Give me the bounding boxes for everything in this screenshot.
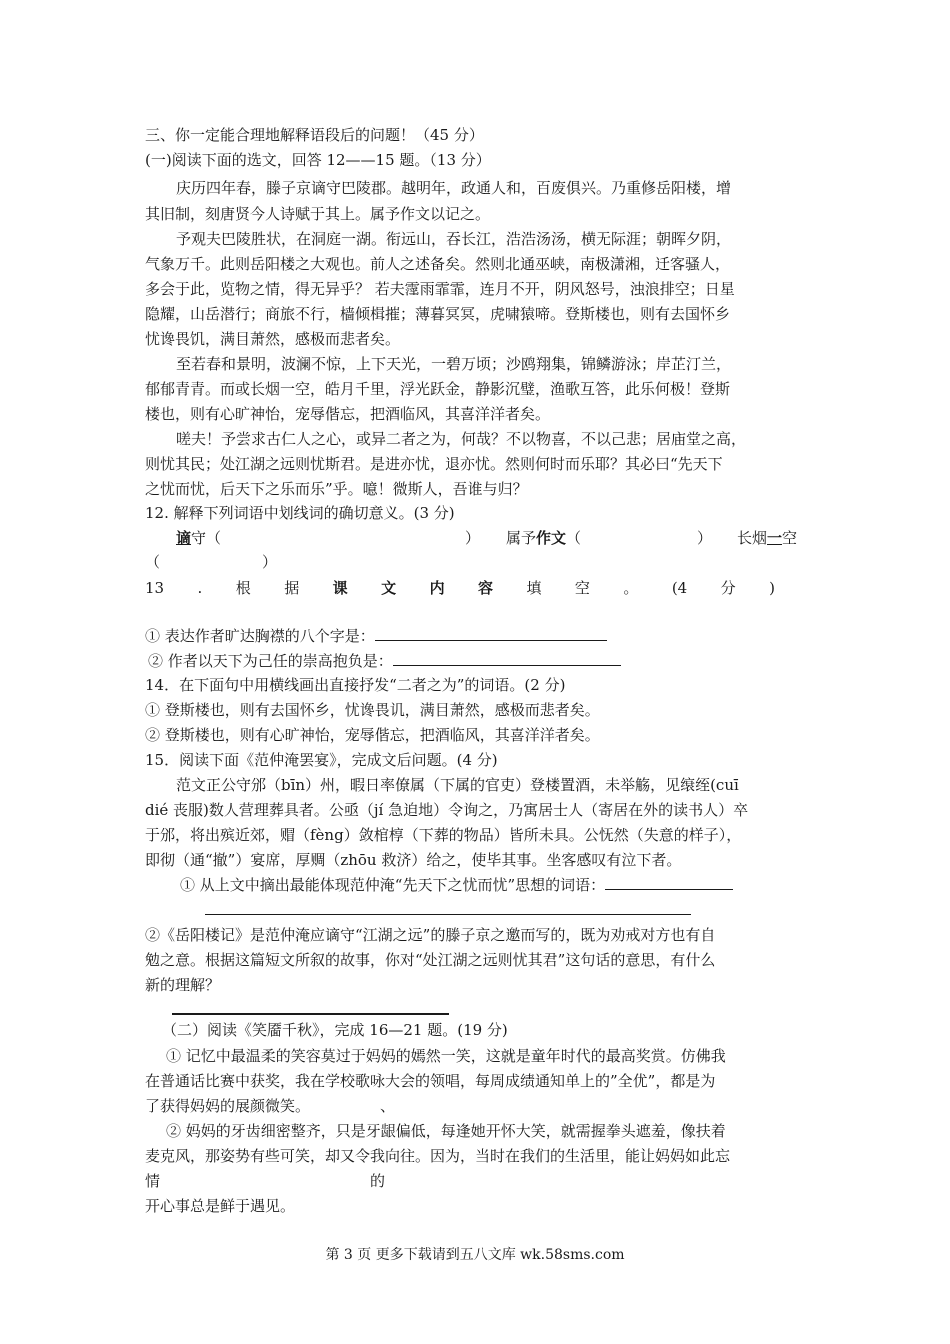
passage-line: 之忧而忧，后天下之乐而乐”乎。噫！微斯人，吾谁与归？ <box>145 480 528 498</box>
part2-para2-line: 开心事总是鲜于遇见。 <box>145 1197 296 1215</box>
q12-word2: 属予作文（ <box>506 529 582 547</box>
part2-stray-mark: 、 <box>380 1097 396 1115</box>
part2-para2-fragment: 情 <box>145 1172 161 1190</box>
answer-line[interactable] <box>172 1013 449 1015</box>
q14-item1: ① 登斯楼也，则有去国怀乡，忧谗畏讥，满目萧然，感极而悲者矣。 <box>145 701 600 719</box>
q14-stem: 14．在下面句中用横线画出直接抒发“二者之为”的词语。(2 分) <box>145 676 566 694</box>
q15-passage-line: 于邠，将出殡近郊，赗（fèng）敛棺椁（下葬的物品）皆所未具。公怃然（失意的样子）， <box>145 826 742 844</box>
q15-passage-line: 范文正公守邠（bīn）州，暇日率僚属（下属的官吏）登楼置酒，未举觞，见缞绖(cuī <box>176 776 739 794</box>
q14-item2: ② 登斯楼也，则有心旷神怡，宠辱偕忘，把酒临风，其喜洋洋者矣。 <box>145 726 600 744</box>
part1-heading: (一)阅读下面的选文，回答 12——15 题。（13 分） <box>145 151 491 169</box>
passage-line: 其旧制，刻唐贤今人诗赋于其上。属予作文以记之。 <box>145 205 491 223</box>
part2-heading: （二）阅读《笑靥千秋》，完成 16—21 题。(19 分) <box>162 1021 508 1039</box>
passage-line: 至若春和景明，波澜不惊，上下天光，一碧万顷；沙鸥翔集，锦鳞游泳；岸芷汀兰， <box>176 355 732 373</box>
part2-para2-line: 麦克风，那姿势有些可笑，却又令我向往。因为，当时在我们的生活里，能让妈妈如此忘 <box>145 1147 731 1165</box>
passage-line: 嗟夫！予尝求古仁人之心，或异二者之为，何哉？不以物喜，不以己悲；居庙堂之高， <box>176 430 747 448</box>
passage-line: 隐耀，山岳潜行；商旅不行，樯倾楫摧；薄暮冥冥，虎啸猿啼。登斯楼也，则有去国怀乡 <box>145 305 731 323</box>
q15-sub2-line: 勉之意。根据这篇短文所叙的故事，你对“处江湖之远则忧其君”这句话的意思，有什么 <box>145 951 716 969</box>
answer-line[interactable] <box>205 914 691 915</box>
q12-word3: 长烟一空 <box>737 529 798 547</box>
answer-blank[interactable] <box>375 626 607 641</box>
passage-line: 予观夫巴陵胜状，在洞庭一湖。衔远山，吞长江，浩浩汤汤，横无际涯；朝晖夕阴， <box>176 230 732 248</box>
q12-word3-close: ） <box>262 553 278 571</box>
q12-word1: 谪守（ <box>176 529 222 547</box>
q12-stem: 12. 解释下列词语中划线词的确切意义。(3 分) <box>145 504 455 522</box>
passage-line: 忧谗畏饥，满目萧然，感极而悲者矣。 <box>145 330 401 348</box>
q15-passage-line: dié 丧服)数人营理葬具者。公亟（jí 急迫地）令询之，乃寓居士人（寄居在外的读书人）卒 <box>145 801 749 819</box>
passage-line: 气象万千。此则岳阳楼之大观也。前人之述备矣。然则北通巫峡，南极潇湘，迁客骚人， <box>145 255 731 273</box>
q12-word2-close: ） <box>697 529 713 547</box>
q13-item1: ① 表达作者旷达胸襟的八个字是： <box>145 626 815 646</box>
part2-para1-line: 了获得妈妈的展颜微笑。 <box>145 1097 311 1115</box>
q12-word1-close: ） <box>465 529 481 547</box>
part2-para2-line: ② 妈妈的牙齿细密整齐，只是牙龈偏低，每逢她开怀大笑，就需握拳头遮羞，像扶着 <box>166 1122 726 1140</box>
part2-para1-line: ① 记忆中最温柔的笑容莫过于妈妈的嫣然一笑，这就是童年时代的最高奖赏。仿佛我 <box>166 1047 726 1065</box>
q13-item2: ② 作者以天下为己任的崇高抱负是： <box>148 651 818 671</box>
q13-stem: 13 . 根 据 课 文 内 容 填 空 。 (4 分 ) <box>145 579 775 597</box>
passage-line: 郁郁青青。而或长烟一空，皓月千里，浮光跃金，静影沉璧，渔歌互答，此乐何极！登斯 <box>145 380 731 398</box>
section-title: 三、你一定能合理地解释语段后的问题！（45 分） <box>145 126 484 144</box>
answer-blank[interactable] <box>605 875 733 890</box>
part2-para1-line: 在普通话比赛中获奖，我在学校歌咏大会的领唱，每周成绩通知单上的”全优”，都是为 <box>145 1072 716 1090</box>
passage-line: 则忧其民；处江湖之远则忧斯君。是进亦忧，退亦忧。然则何时而乐耶？其必曰“先天下 <box>145 455 723 473</box>
q15-sub1: ① 从上文中摘出最能体现范仲淹“先天下之忧而忧”思想的词语： <box>180 875 820 895</box>
q15-stem: 15．阅读下面《范仲淹罢宴》，完成文后问题。(4 分) <box>145 751 498 769</box>
part2-para2-fragment: 的 <box>370 1172 386 1190</box>
answer-blank[interactable] <box>393 651 621 666</box>
q15-sub2-line: 新的理解？ <box>145 976 221 994</box>
passage-line: 楼也，则有心旷神怡，宠辱偕忘，把酒临风，其喜洋洋者矣。 <box>145 405 551 423</box>
page-footer: 第 3 页 更多下载请到五八文库 wk.58sms.com <box>325 1247 625 1263</box>
q12-word3-open: （ <box>145 553 161 571</box>
q15-sub2-line: ②《岳阳楼记》是范仲淹应谪守“江湖之远”的滕子京之邀而写的，既为劝戒对方也有自 <box>145 926 716 944</box>
q15-passage-line: 即彻（通“撤”）宴席，厚赒（zhōu 救济）给之，使毕其事。坐客感叹有泣下者。 <box>145 851 682 869</box>
passage-line: 多会于此，览物之情，得无异乎？ 若夫霪雨霏霏，连月不开，阴风怒号，浊浪排空；日星 <box>145 280 735 298</box>
passage-line: 庆历四年春，滕子京谪守巴陵郡。越明年，政通人和，百废俱兴。乃重修岳阳楼，增 <box>176 179 732 197</box>
